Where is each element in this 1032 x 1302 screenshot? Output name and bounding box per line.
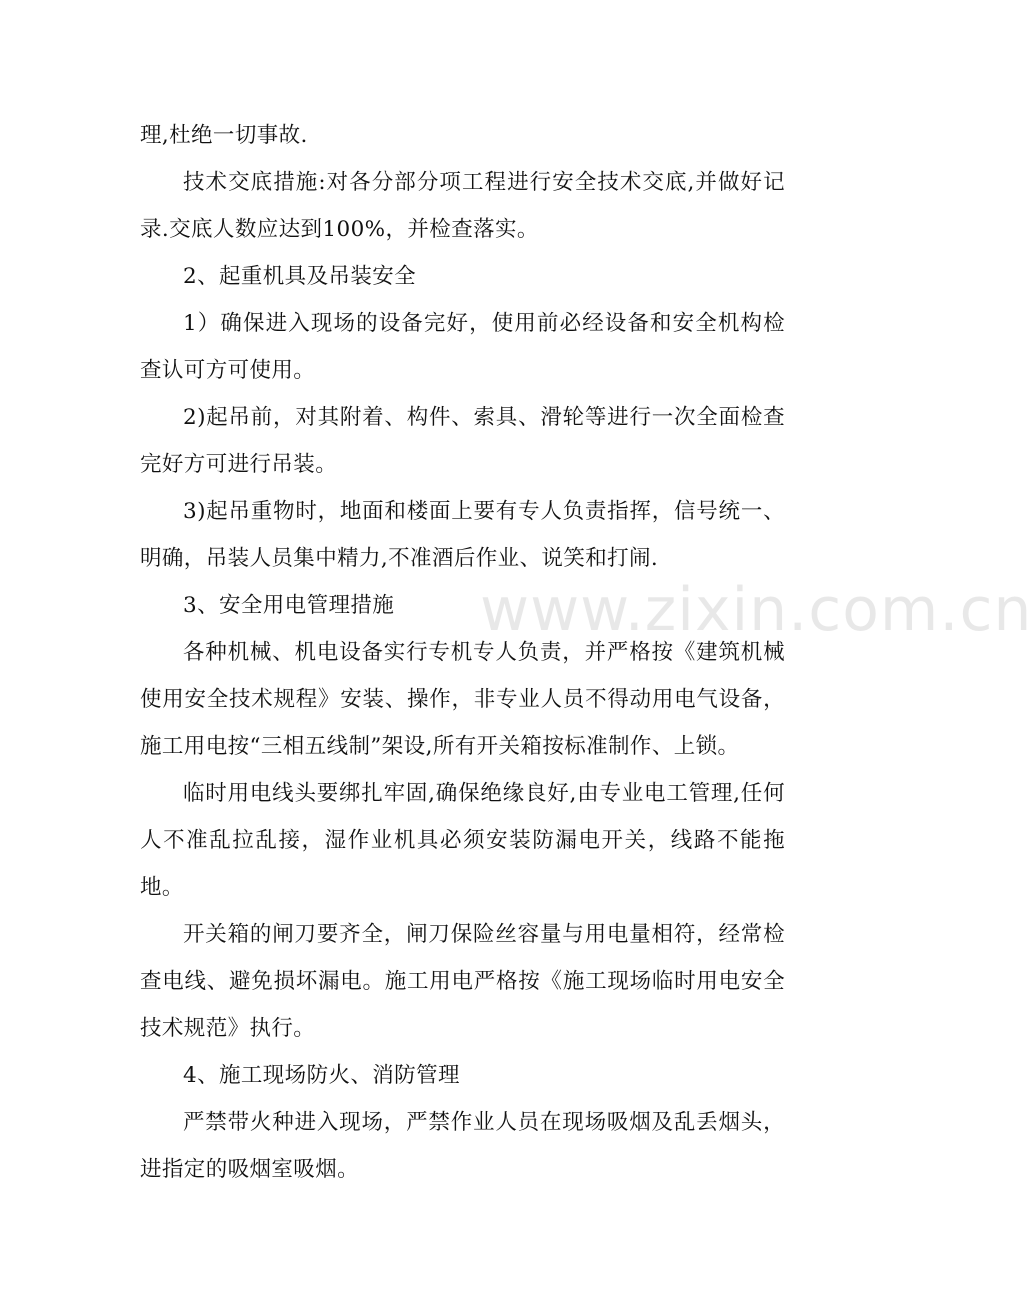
section-heading-fire-safety: 4、施工现场防火、消防管理 [183,1063,460,1088]
document-body [140,112,785,1193]
paragraph-machine-responsibility: 各种机械、机电设备实行专机专人负责，并严格按《建筑机械使用安全技术规程》安装、操作，非专业人员不得动用电气设备，施工用电按“三相五线制”架设,所有开关箱按标准制作、上锁。 [140,640,785,759]
paragraph-continuation: 理,杜绝一切事故. [140,123,308,148]
paragraph-pre-lift-inspection: 2)起吊前，对其附着、构件、索具、滑轮等进行一次全面检查完好方可进行吊装。 [140,405,785,477]
paragraph-technical-briefing: 技术交底措施:对各分部分项工程进行安全技术交底,并做好记录.交底人数应达到100%，并检查落实。 [140,170,785,242]
paragraph-temporary-wiring: 临时用电线头要绑扎牢固,确保绝缘良好,由专业电工管理,任何人不准乱拉乱接，湿作业机具必须安装防漏电开关，线路不能拖地。 [140,781,785,900]
paragraph-equipment-check: 1）确保进入现场的设备完好，使用前必经设备和安全机构检查认可方可使用。 [140,311,785,383]
section-heading-electrical-safety: 3、安全用电管理措施 [183,593,395,618]
section-heading-lifting-safety: 2、起重机具及吊装安全 [183,264,417,289]
paragraph-lifting-command: 3)起吊重物时，地面和楼面上要有专人负责指挥，信号统一、明确，吊装人员集中精力,不准酒后作业、说笑和打闹. [140,499,785,571]
watermark: www.zixin.com.cn [480,575,1032,645]
paragraph-switch-box: 开关箱的闸刀要齐全，闸刀保险丝容量与用电量相符，经常检查电线、避免损坏漏电。施工用电严格按《施工现场临时用电安全技术规范》执行。 [140,922,785,1041]
paragraph-smoking-rules: 严禁带火种进入现场，严禁作业人员在现场吸烟及乱丢烟头，进指定的吸烟室吸烟。 [140,1110,785,1182]
